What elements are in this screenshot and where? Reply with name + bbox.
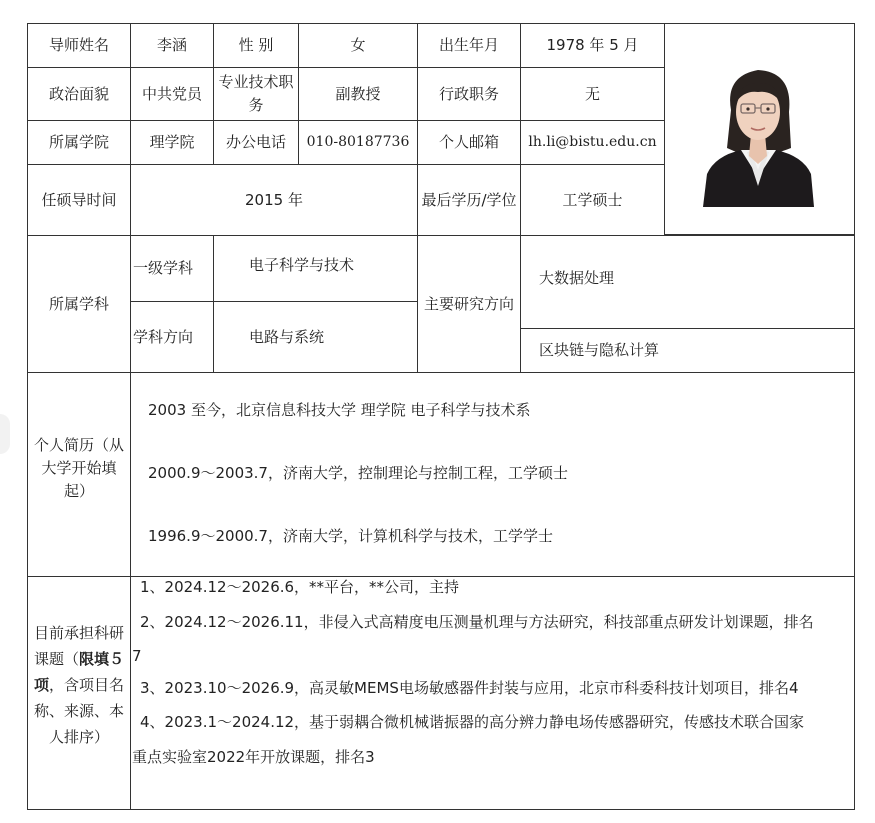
value-admin: 无 [520,67,665,121]
value-gender: 女 [298,23,418,68]
label-email: 个人邮箱 [417,120,521,165]
label-projects-part: ，含项目名称、来源、本人排序） [33,676,125,746]
value-research-2: 区块链与隐私计算 [520,328,855,373]
tutor-photo [701,52,816,207]
value-title: 副教授 [298,67,418,121]
label-phone: 办公电话 [213,120,299,165]
label-degree: 最后学历/学位 [417,164,521,236]
project-item: 1、2024.12～2026.6，**平台，**公司，主持 [140,578,460,596]
label-projects-part: 目前承担科研课题（ [33,624,124,668]
resume-item: 1996.9～2000.7，济南大学，计算机科学与技术，工学学士 [148,527,553,545]
label-projects [27,576,131,810]
label-title: 专业技术职务 [213,67,299,121]
value-email: lh.li@bistu.edu.cn [520,120,665,165]
label-admin: 行政职务 [417,67,521,121]
label-level1: 一级学科 [130,235,214,302]
label-resume: 个人简历（从大学开始填起） [27,372,131,577]
label-college: 所属学院 [27,120,131,165]
label-discipline: 所属学科 [27,235,131,373]
value-college: 理学院 [130,120,214,165]
label-birth: 出生年月 [417,23,521,68]
resume-item: 2000.9～2003.7，济南大学，控制理论与控制工程，工学硕士 [148,464,568,482]
resume-item: 2003 至今，北京信息科技大学 理学院 电子科学与技术系 [148,401,531,419]
project-item: 3、2023.10～2026.9，高灵敏MEMS电场敏感器件封装与应用，北京市科委科技计划项目，排名4 [140,679,799,697]
value-degree: 工学硕士 [520,164,665,236]
project-item: 4、2023.1～2024.12，基于弱耦合微机械谐振器的高分辨力静电场传感器研究，传感技术联合国家 [140,713,805,731]
label-projects-limit: 限填５项 [33,650,125,694]
value-birth: 1978 年 5 月 [520,23,665,68]
label-politics: 政治面貌 [27,67,131,121]
label-since: 任硕导时间 [27,164,131,236]
value-since: 2015 年 [130,164,418,236]
project-item-cont: 重点实验室2022年开放课题，排名3 [132,748,375,766]
scroll-edge-indicator [0,414,10,454]
project-item: 2、2024.12～2026.11，非侵入式高精度电压测量机理与方法研究，科技部重点研发计划课题，排名 [140,613,814,631]
project-item-cont: 7 [132,647,142,665]
label-gender: 性 别 [213,23,299,68]
label-direction: 学科方向 [130,301,214,373]
label-name: 导师姓名 [27,23,131,68]
value-level1: 电子科学与技术 [213,235,418,302]
value-direction: 电路与系统 [213,301,418,373]
label-research: 主要研究方向 [417,235,521,373]
value-name: 李涵 [130,23,214,68]
value-phone: 010-80187736 [298,120,418,165]
value-research-1: 大数据处理 [520,235,855,329]
value-politics: 中共党员 [130,67,214,121]
